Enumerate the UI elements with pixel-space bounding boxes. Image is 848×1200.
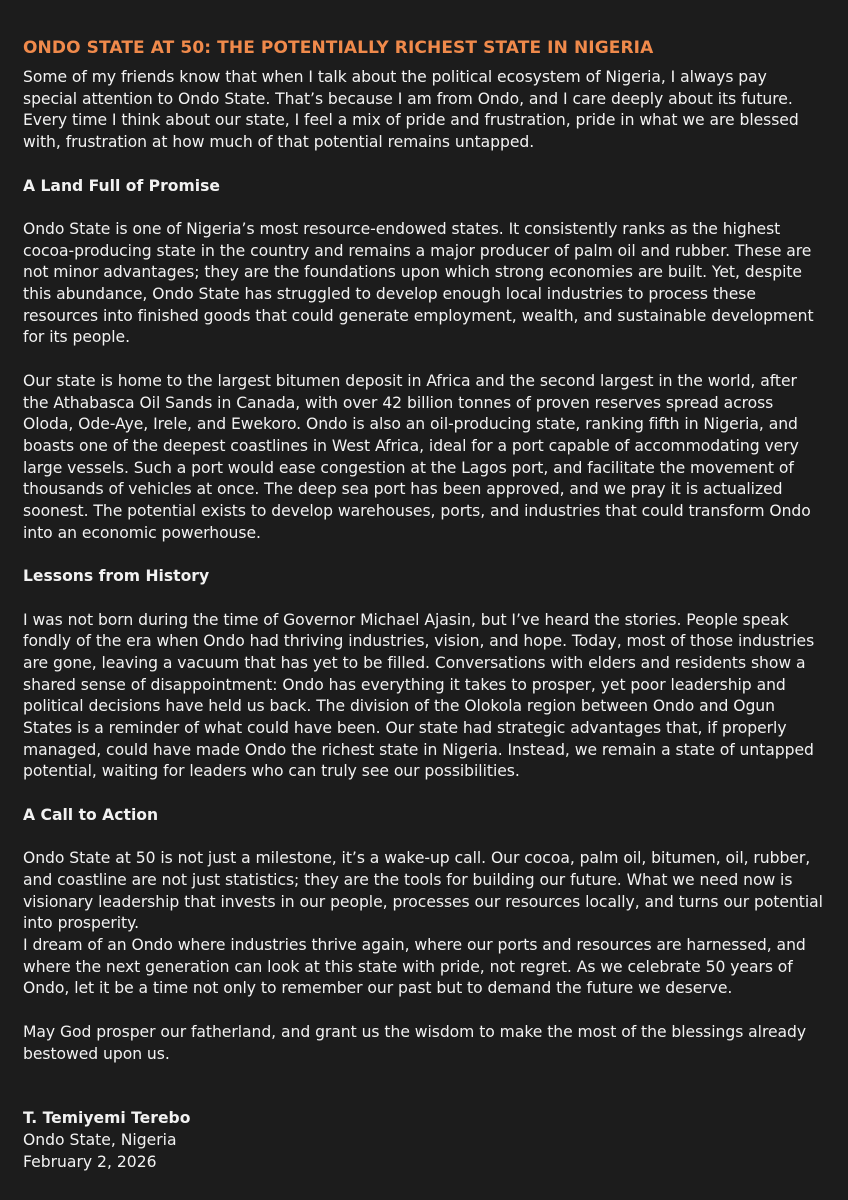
article-title: ONDO STATE AT 50: THE POTENTIALLY RICHEST STATE IN NIGERIA xyxy=(23,38,654,58)
section-paragraph: Ondo State is one of Nigeria’s most resource-endowed states. It consistently ranks as the highest cocoa-producing state in the country and remains a major producer of palm oil and rubber. These are not minor advantages; they are the foundations upon which strong economies are built. Yet, despite this abundance, Ondo State has struggled to develop enough local industries to process these resources into finished goods that could generate employment, wealth, and sustainable development for its people. xyxy=(23,219,814,347)
section-paragraph: I was not born during the time of Governor Michael Ajasin, but I’ve heard the stories. People speak fondly of the era when Ondo had thriving industries, vision, and hope. Today, most of those industries are gone, leaving a vacuum that has yet to be filled. Conversations with elders and residents show a shared sense of disappointment: Ondo has everything it takes to prosper, yet poor leadership and political decisions have held us back. The division of the Olokola region between Ondo and Ogun States is a reminder of what could have been. Our state had strategic advantages that, if properly managed, could have made Ondo the richest state in Nigeria. Instead, we remain a state of untapped potential, waiting for leaders who can truly see our possibilities. xyxy=(23,610,815,781)
author-location: Ondo State, Nigeria xyxy=(23,1130,177,1149)
section-heading-lessons-from-history: Lessons from History xyxy=(23,567,210,586)
signature-block xyxy=(23,1108,825,1173)
publication-date: February 2, 2026 xyxy=(23,1152,157,1171)
section-paragraph: Ondo State at 50 is not just a milestone, it’s a wake-up call. Our cocoa, palm oil, bitumen, oil, rubber, and coastline are not just statistics; they are the tools for building our future. What we need now is visionary leadership that invests in our people, processes our resources locally, and turns our potential into prosperity. xyxy=(23,849,823,933)
intro-paragraph: Some of my friends know that when I talk about the political ecosystem of Nigeria, I always pay special attention to Ondo State. That’s because I am from Ondo, and I care deeply about its future. Every time I think about our state, I feel a mix of pride and frustration, pride in what we are blessed with, frustration at how much of that potential remains untapped. xyxy=(23,68,799,152)
section-paragraph: I dream of an Ondo where industries thrive again, where our ports and resources are harnessed, and where the next generation can look at this state with pride, not regret. As we celebrate 50 years of Ondo, let it be a time not only to remember our past but to demand the future we deserve. xyxy=(23,936,806,998)
section-heading-land-full-of-promise: A Land Full of Promise xyxy=(23,176,220,195)
section-heading-call-to-action: A Call to Action xyxy=(23,805,159,824)
closing-paragraph: May God prosper our fatherland, and grant us the wisdom to make the most of the blessings already bestowed upon us. xyxy=(23,1022,807,1063)
author-name: T. Temiyemi Terebo xyxy=(23,1109,191,1128)
section-paragraph: Our state is home to the largest bitumen deposit in Africa and the second largest in the world, after the Athabasca Oil Sands in Canada, with over 42 billion tonnes of proven reserves spread across Oloda, Ode-Aye, Irele, and Ewekoro. Ondo is also an oil-producing state, ranking fifth in Nigeria, and boasts one of the deepest coastlines in West Africa, ideal for a port capable of accommodating very large vessels. Such a port would ease congestion at the Lagos port, and facilitate the movement of thousands of vehicles at once. The deep sea port has been approved, and we pray it is actualized soonest. The potential exists to develop warehouses, ports, and industries that could transform Ondo into an economic powerhouse. xyxy=(23,371,811,542)
